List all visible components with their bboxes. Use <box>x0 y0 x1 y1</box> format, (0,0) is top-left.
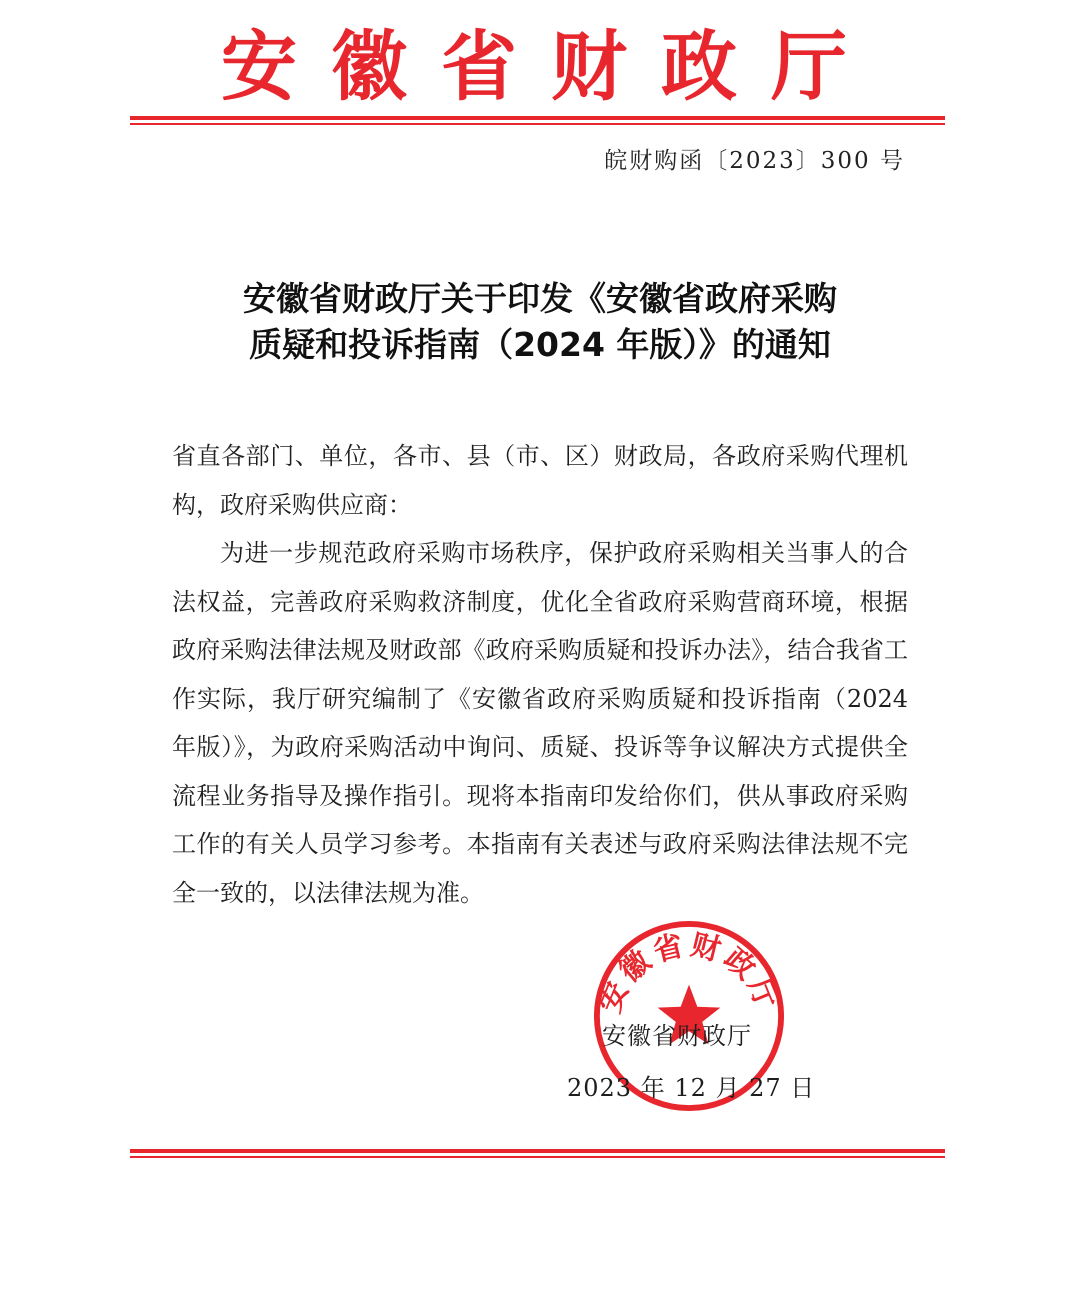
footer-divider <box>130 1149 945 1158</box>
document-body <box>172 432 908 917</box>
addressees: 省直各部门、单位，各市、县（市、区）财政局，各政府采购代理机构，政府采购供应商： <box>172 442 908 519</box>
letterhead-divider <box>130 116 945 125</box>
document-title <box>150 276 930 368</box>
document-title-line-2: 质疑和投诉指南（2024 年版）》的通知 <box>249 325 831 364</box>
signer-name: 安徽省财政厅 <box>602 1022 752 1050</box>
document-title-line-1: 安徽省财政厅关于印发《安徽省政府采购 <box>243 279 837 318</box>
body-paragraph: 为进一步规范政府采购市场秩序，保护政府采购相关当事人的合法权益，完善政府采购救济制度，优化全省政府采购营商环境，根据政府采购法律法规及财政部《政府采购质疑和投诉办法》，结合我省工作实际，我厅研究编制了《安徽省政府采购质疑和投诉指南（2024 年版）》，为政府采购活动中询问、质疑、投诉等争议解决方式提供全流程业务指导及操作指引。现将本指南印发给你们，供从事政府采购工作的有关人员学习参考。本指南有关表述与政府采购法律法规不完全一致的，以法律法规为准。 <box>172 539 908 907</box>
letterhead-org-name: 安徽省财政厅 <box>221 22 881 111</box>
document-number: 皖财购函〔2023〕300 号 <box>604 148 905 174</box>
seal-text: 安徽省财政厅 <box>592 927 786 1018</box>
signature-date: 2023 年 12 月 27 日 <box>567 1074 816 1102</box>
